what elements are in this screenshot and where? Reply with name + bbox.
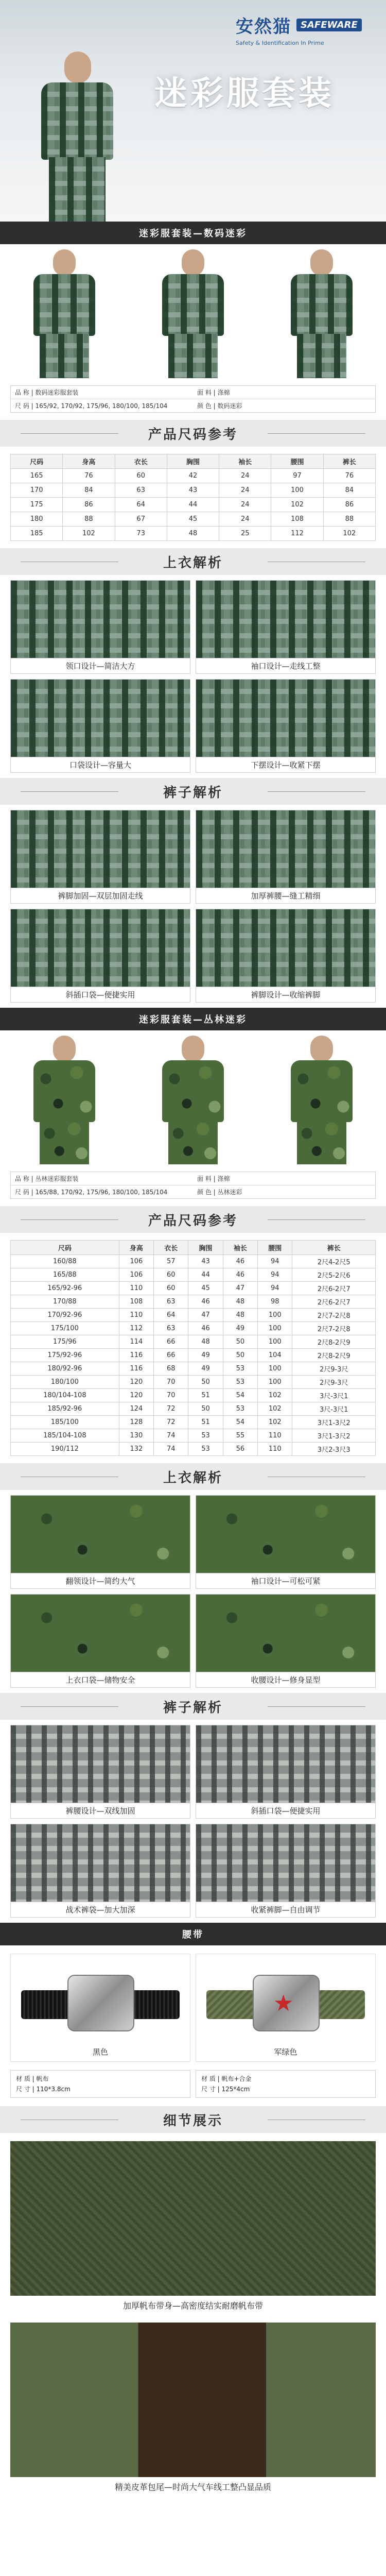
table-row — [11, 1295, 376, 1309]
top-detail-title: 上衣解析 — [0, 548, 386, 575]
table-cell: 175/96 — [11, 1335, 119, 1349]
detail-photo — [196, 1595, 375, 1672]
table-cell: 124 — [119, 1402, 153, 1416]
table-cell: 185 — [11, 527, 63, 541]
table-cell: 3尺-3尺1 — [292, 1389, 376, 1402]
table-cell: 68 — [154, 1362, 188, 1376]
hero-title: 迷彩服套装 — [154, 75, 335, 113]
table-row — [11, 1322, 376, 1335]
detail-tile — [196, 810, 376, 904]
model-figure — [152, 1036, 234, 1164]
table-cell: 170/92-96 — [11, 1309, 119, 1322]
info-fabric: 面 料 | 涤棉 — [197, 1175, 230, 1182]
table-cell: 114 — [119, 1335, 153, 1349]
pants-detail-title: 裤子解析 — [0, 778, 386, 805]
detail-tile — [196, 1495, 376, 1589]
size-ref-title-forest: 产品尺码参考 — [0, 1206, 386, 1233]
table-cell: 180/100 — [11, 1376, 119, 1389]
table-cell: 120 — [119, 1376, 153, 1389]
table-cell: 102 — [258, 1389, 292, 1402]
model-figure — [23, 249, 106, 378]
size-table-digital — [10, 454, 376, 541]
belt-color-label: 军绿色 — [274, 2047, 297, 2057]
table-cell: 24 — [219, 483, 271, 498]
pants-detail-grid — [0, 805, 386, 1008]
table-cell: 100 — [258, 1376, 292, 1389]
belt-color-label: 黑色 — [92, 2047, 108, 2057]
table-cell: 54 — [223, 1416, 257, 1429]
pants-detail-title-forest: 裤子解析 — [0, 1693, 386, 1720]
detail-photo — [11, 1725, 190, 1803]
table-cell: 100 — [258, 1362, 292, 1376]
table-cell: 45 — [167, 512, 219, 527]
table-cell: 110 — [119, 1309, 153, 1322]
table-cell: 108 — [271, 512, 323, 527]
table-cell: 64 — [154, 1309, 188, 1322]
table-cell: 46 — [223, 1255, 257, 1268]
table-cell: 45 — [188, 1282, 223, 1295]
table-row — [11, 483, 376, 498]
table-cell: 102 — [258, 1402, 292, 1416]
info-fabric: 面 料 | 涤棉 — [197, 389, 230, 396]
table-cell: 53 — [188, 1443, 223, 1456]
table-cell: 94 — [258, 1282, 292, 1295]
table-cell: 46 — [188, 1322, 223, 1335]
table-cell: 112 — [271, 527, 323, 541]
detail-leather — [10, 2323, 376, 2496]
table-row — [11, 498, 376, 512]
table-cell: 43 — [167, 483, 219, 498]
detail-caption: 斜插口袋—便捷实用 — [196, 1803, 375, 1818]
table-cell: 100 — [258, 1335, 292, 1349]
detail-photo — [11, 581, 190, 658]
detail-photo — [11, 810, 190, 888]
detail-caption: 加厚裤腰—缝工精细 — [196, 888, 375, 903]
model-figure — [23, 1036, 106, 1164]
table-cell: 3尺1-3尺2 — [292, 1416, 376, 1429]
table-cell: 2尺5-2尺6 — [292, 1268, 376, 1282]
detail-caption: 收紧裤脚—自由调节 — [196, 1902, 375, 1917]
table-cell: 74 — [154, 1443, 188, 1456]
detail-tile — [10, 909, 190, 1003]
table-cell: 2尺9-3尺 — [292, 1362, 376, 1376]
table-row — [11, 512, 376, 527]
table-row — [11, 1268, 376, 1282]
forest-models — [0, 1030, 386, 1164]
detail-caption: 翻领设计—简约大气 — [11, 1573, 190, 1588]
table-row — [11, 1389, 376, 1402]
table-row — [11, 1429, 376, 1443]
belt-showcase — [0, 1945, 386, 2070]
table-cell: 132 — [119, 1443, 153, 1456]
info-name: 品 称 | 丛林迷彩服套装 — [15, 1175, 79, 1182]
table-cell: 2尺6-2尺7 — [292, 1295, 376, 1309]
detail-photo — [11, 909, 190, 987]
model-figure — [280, 1036, 363, 1164]
table-cell: 50 — [223, 1335, 257, 1349]
star-icon: ★ — [273, 1990, 294, 2016]
info-name: 品 称 | 数码迷彩服套装 — [15, 389, 79, 396]
table-cell: 53 — [223, 1402, 257, 1416]
table-cell: 185/92-96 — [11, 1402, 119, 1416]
table-cell: 94 — [258, 1268, 292, 1282]
detail-photo — [11, 1824, 190, 1902]
table-cell: 46 — [188, 1295, 223, 1309]
detail-caption: 收腰设计—修身显型 — [196, 1672, 375, 1687]
table-cell: 102 — [323, 527, 375, 541]
detail-caption: 口袋设计—容量大 — [11, 757, 190, 772]
table-cell: 73 — [115, 527, 167, 541]
table-cell: 116 — [119, 1349, 153, 1362]
table-header: 袖长 — [219, 454, 271, 469]
model-figure — [280, 249, 363, 378]
table-cell: 53 — [223, 1376, 257, 1389]
table-cell: 50 — [188, 1376, 223, 1389]
table-cell: 175 — [11, 498, 63, 512]
size-ref-title: 产品尺码参考 — [0, 420, 386, 447]
table-cell: 3尺-3尺1 — [292, 1402, 376, 1416]
digital-info-box — [10, 385, 376, 413]
forest-top-detail-grid — [0, 1490, 386, 1693]
detail-photo — [196, 1824, 375, 1902]
detail-caption: 战术裤袋—加大加深 — [11, 1902, 190, 1917]
digital-models — [0, 244, 386, 378]
belt-green — [196, 1954, 376, 2062]
detail-caption: 上衣口袋—储物安全 — [11, 1672, 190, 1687]
detail-photo — [196, 1725, 375, 1803]
detail-tile — [10, 679, 190, 773]
detail-caption: 裤脚加固—双层加固走线 — [11, 888, 190, 903]
table-cell: 64 — [115, 498, 167, 512]
table-cell: 42 — [167, 469, 219, 483]
detail-caption: 加厚帆布带身—高密度结实耐磨帆布带 — [122, 2300, 263, 2311]
model-figure — [21, 52, 134, 222]
table-cell: 3尺2-3尺3 — [292, 1443, 376, 1456]
table-cell: 106 — [119, 1268, 153, 1282]
detail-tile — [196, 580, 376, 674]
belt-section-header: 腰带 — [0, 1923, 386, 1945]
table-row — [11, 1349, 376, 1362]
table-header: 胸围 — [188, 1241, 223, 1255]
table-header: 尺码 — [11, 454, 63, 469]
table-cell: 53 — [223, 1362, 257, 1376]
detail-caption: 裤腰设计—双线加固 — [11, 1803, 190, 1818]
model-figure — [152, 249, 234, 378]
table-header: 裤长 — [292, 1241, 376, 1255]
detail-photo — [11, 680, 190, 757]
size-table-forest — [10, 1240, 376, 1456]
table-cell: 116 — [119, 1362, 153, 1376]
table-cell: 84 — [63, 483, 115, 498]
table-header: 腰围 — [258, 1241, 292, 1255]
table-cell: 50 — [223, 1349, 257, 1362]
table-cell: 86 — [323, 498, 375, 512]
detail-photo — [196, 680, 375, 757]
detail-tile — [10, 1495, 190, 1589]
table-cell: 110 — [119, 1282, 153, 1295]
table-header: 身高 — [119, 1241, 153, 1255]
info-sizes: 尺 码 | 165/88, 170/92, 175/96, 180/100, 185/104 — [15, 1189, 168, 1196]
table-cell: 2尺9-3尺 — [292, 1376, 376, 1389]
table-cell: 2尺7-2尺8 — [292, 1322, 376, 1335]
table-row — [11, 1416, 376, 1429]
table-cell: 86 — [63, 498, 115, 512]
table-cell: 88 — [63, 512, 115, 527]
detail-caption: 袖口设计—走线工整 — [196, 658, 375, 673]
info-sizes: 尺 码 | 165/92, 170/92, 175/96, 180/100, 185/104 — [15, 402, 168, 410]
table-cell: 165/92-96 — [11, 1282, 119, 1295]
table-cell: 25 — [219, 527, 271, 541]
table-cell: 102 — [258, 1416, 292, 1429]
table-header: 腰围 — [271, 454, 323, 469]
canvas-photo — [10, 2141, 376, 2296]
forest-info-box — [10, 1172, 376, 1199]
table-header: 衣长 — [115, 454, 167, 469]
table-cell: 44 — [167, 498, 219, 512]
table-cell: 47 — [188, 1309, 223, 1322]
table-cell: 180/104-108 — [11, 1389, 119, 1402]
belt-info-black: 材 质 | 帆布 尺 寸 | 110*3.8cm — [10, 2070, 190, 2098]
table-cell: 63 — [154, 1295, 188, 1309]
table-cell: 48 — [223, 1295, 257, 1309]
table-cell: 97 — [271, 469, 323, 483]
table-row — [11, 1309, 376, 1322]
detail-photo — [196, 810, 375, 888]
forest-pants-detail-grid — [0, 1720, 386, 1923]
table-cell: 165/88 — [11, 1268, 119, 1282]
table-row — [11, 1255, 376, 1268]
table-row — [11, 527, 376, 541]
table-cell: 112 — [119, 1322, 153, 1335]
table-cell: 100 — [258, 1309, 292, 1322]
table-cell: 102 — [271, 498, 323, 512]
table-row — [11, 1402, 376, 1416]
table-cell: 76 — [323, 469, 375, 483]
table-cell: 94 — [258, 1255, 292, 1268]
detail-tile — [10, 1725, 190, 1819]
table-cell: 185/100 — [11, 1416, 119, 1429]
table-cell: 106 — [119, 1255, 153, 1268]
table-cell: 44 — [188, 1268, 223, 1282]
detail-photo — [196, 1496, 375, 1573]
table-cell: 24 — [219, 512, 271, 527]
table-cell: 51 — [188, 1389, 223, 1402]
belt-info-row — [0, 2070, 386, 2098]
section-header-forest: 迷彩服套装—丛林迷彩 — [0, 1008, 386, 1030]
detail-caption: 领口设计—简洁大方 — [11, 658, 190, 673]
table-header: 衣长 — [154, 1241, 188, 1255]
hero-banner — [0, 0, 386, 222]
table-cell: 53 — [188, 1429, 223, 1443]
table-cell: 60 — [154, 1282, 188, 1295]
info-color: 颜 色 | 丛林迷彩 — [197, 1189, 242, 1196]
table-cell: 2尺6-2尺7 — [292, 1282, 376, 1295]
brand-name-en: SAFEWARE — [296, 19, 362, 31]
table-cell: 110 — [258, 1443, 292, 1456]
detail-tile — [196, 679, 376, 773]
table-cell: 84 — [323, 483, 375, 498]
table-cell: 175/100 — [11, 1322, 119, 1335]
table-cell: 48 — [223, 1309, 257, 1322]
table-cell: 120 — [119, 1389, 153, 1402]
table-header: 尺码 — [11, 1241, 119, 1255]
table-cell: 190/112 — [11, 1443, 119, 1456]
detail-caption: 斜插口袋—便捷实用 — [11, 987, 190, 1002]
detail-photo — [11, 1496, 190, 1573]
table-cell: 180 — [11, 512, 63, 527]
table-cell: 43 — [188, 1255, 223, 1268]
detail-tile — [10, 810, 190, 904]
table-cell: 108 — [119, 1295, 153, 1309]
table-cell: 50 — [188, 1402, 223, 1416]
table-row — [11, 1282, 376, 1295]
table-cell: 63 — [115, 483, 167, 498]
detail-tile — [196, 1594, 376, 1688]
top-detail-grid — [0, 575, 386, 778]
detail-tile — [10, 1594, 190, 1688]
table-cell: 56 — [223, 1443, 257, 1456]
table-row — [11, 1443, 376, 1456]
detail-photo — [196, 581, 375, 658]
table-cell: 70 — [154, 1389, 188, 1402]
detail-caption: 精美皮革包尾—时尚大气车线工整凸显品质 — [114, 2482, 271, 2492]
detail-photo — [11, 1595, 190, 1672]
brand-logo — [236, 12, 370, 53]
table-cell: 104 — [258, 1349, 292, 1362]
table-cell: 57 — [154, 1255, 188, 1268]
table-cell: 2尺8-2尺9 — [292, 1349, 376, 1362]
table-cell: 3尺1-3尺2 — [292, 1429, 376, 1443]
table-cell: 175/92-96 — [11, 1349, 119, 1362]
table-cell: 66 — [154, 1335, 188, 1349]
table-cell: 67 — [115, 512, 167, 527]
detail-photo — [196, 909, 375, 987]
table-cell: 24 — [219, 469, 271, 483]
detail-caption: 袖口设计—可松可紧 — [196, 1573, 375, 1588]
table-header: 身高 — [63, 454, 115, 469]
table-cell: 170/88 — [11, 1295, 119, 1309]
table-cell: 110 — [258, 1429, 292, 1443]
table-cell: 160/88 — [11, 1255, 119, 1268]
table-cell: 2尺8-2尺9 — [292, 1335, 376, 1349]
table-cell: 48 — [188, 1335, 223, 1349]
table-header: 袖长 — [223, 1241, 257, 1255]
table-cell: 130 — [119, 1429, 153, 1443]
detail-tile — [196, 1725, 376, 1819]
table-cell: 180/92-96 — [11, 1362, 119, 1376]
table-cell: 2尺4-2尺5 — [292, 1255, 376, 1268]
table-row — [11, 1335, 376, 1349]
table-cell: 100 — [258, 1322, 292, 1335]
table-cell: 102 — [63, 527, 115, 541]
detail-tile — [196, 909, 376, 1003]
table-cell: 72 — [154, 1402, 188, 1416]
table-cell: 98 — [258, 1295, 292, 1309]
info-color: 颜 色 | 数码迷彩 — [197, 402, 242, 410]
table-header: 胸围 — [167, 454, 219, 469]
detail-caption: 裤脚设计—收缩裤脚 — [196, 987, 375, 1002]
table-cell: 24 — [219, 498, 271, 512]
brand-name-cn: 安然猫 — [236, 16, 291, 37]
table-cell: 51 — [188, 1416, 223, 1429]
table-cell: 74 — [154, 1429, 188, 1443]
table-cell: 128 — [119, 1416, 153, 1429]
table-row — [11, 1362, 376, 1376]
table-cell: 72 — [154, 1416, 188, 1429]
table-cell: 55 — [223, 1429, 257, 1443]
top-detail-title-forest: 上衣解析 — [0, 1463, 386, 1490]
table-cell: 66 — [154, 1349, 188, 1362]
brand-tagline: Safety & Identification In Prime — [236, 40, 324, 46]
table-cell: 70 — [154, 1376, 188, 1389]
belt-info-green: 材 质 | 帆布+合金 尺 寸 | 125*4cm — [196, 2070, 376, 2098]
table-cell: 165 — [11, 469, 63, 483]
belt-black — [10, 1954, 190, 2062]
table-cell: 54 — [223, 1389, 257, 1402]
table-cell: 170 — [11, 483, 63, 498]
table-cell: 100 — [271, 483, 323, 498]
detail-caption: 下摆设计—收紧下摆 — [196, 757, 375, 772]
table-cell: 63 — [154, 1322, 188, 1335]
detail-tile — [196, 1824, 376, 1918]
detail-show-title: 细节展示 — [0, 2106, 386, 2133]
table-cell: 49 — [223, 1322, 257, 1335]
table-row — [11, 469, 376, 483]
leather-photo — [10, 2323, 376, 2477]
detail-canvas — [10, 2141, 376, 2314]
table-cell: 48 — [167, 527, 219, 541]
table-cell: 2尺7-2尺8 — [292, 1309, 376, 1322]
table-cell: 49 — [188, 1362, 223, 1376]
detail-tile — [10, 1824, 190, 1918]
table-header: 裤长 — [323, 454, 375, 469]
table-cell: 49 — [188, 1349, 223, 1362]
table-cell: 60 — [154, 1268, 188, 1282]
table-cell: 47 — [223, 1282, 257, 1295]
belt-buckle-icon — [67, 1975, 134, 2031]
table-cell: 88 — [323, 512, 375, 527]
section-header-digital: 迷彩服套装—数码迷彩 — [0, 222, 386, 244]
detail-tile — [10, 580, 190, 674]
table-cell: 46 — [223, 1268, 257, 1282]
table-cell: 185/104-108 — [11, 1429, 119, 1443]
table-cell: 60 — [115, 469, 167, 483]
table-cell: 76 — [63, 469, 115, 483]
table-row — [11, 1376, 376, 1389]
